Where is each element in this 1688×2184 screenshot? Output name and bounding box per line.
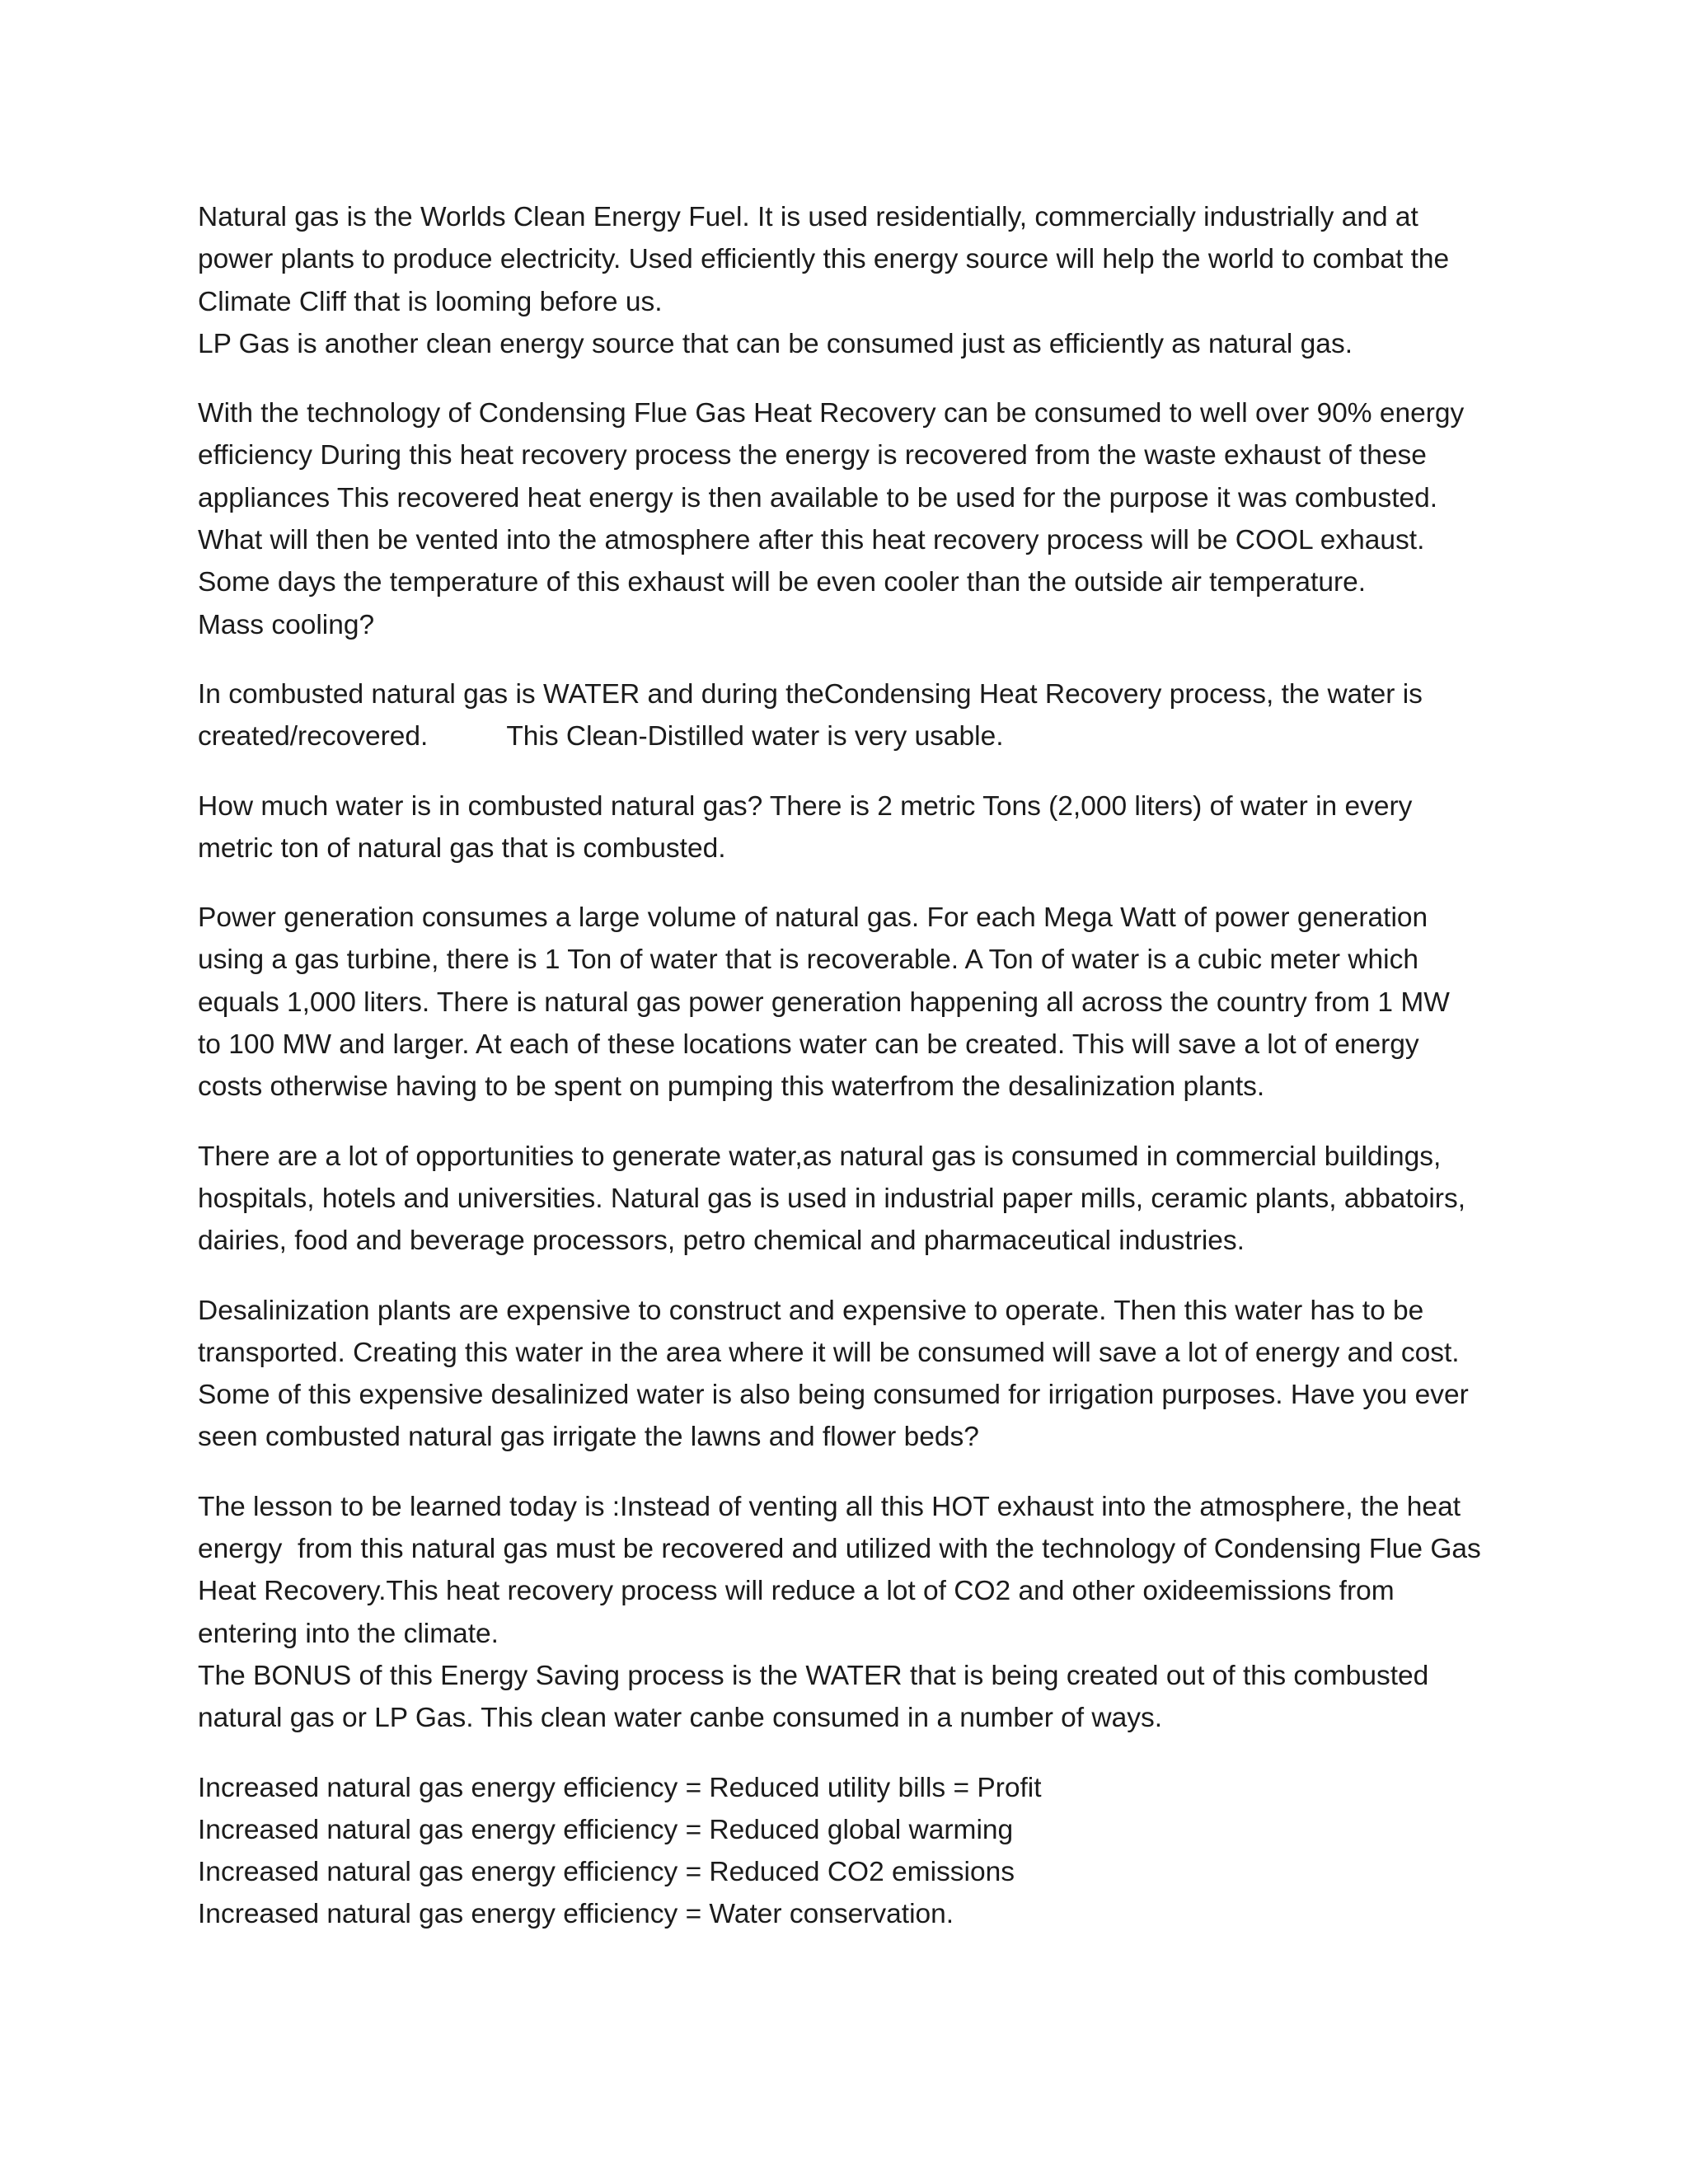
text-line: efficiency During this heat recovery process the energy is recovered from the waste exhaust of these [198, 440, 1427, 471]
text-line: Desalinization plants are expensive to construct and expensive to operate. Then this water has to be [198, 1295, 1424, 1326]
text-line: using a gas turbine, there is 1 Ton of water that is recoverable. A Ton of water is a cubic meter which [198, 944, 1419, 976]
text-line: Some of this expensive desalinized water is also being consumed for irrigation purposes. Have you ever [198, 1380, 1469, 1411]
text-line: What will then be vented into the atmosphere after this heat recovery process will be COOL exhaust. [198, 525, 1425, 556]
paragraph-clean-energy-fuel [198, 196, 1500, 365]
text-line: Heat Recovery.This heat recovery process will reduce a lot of CO2 and other oxideemissions from [198, 1576, 1395, 1607]
text-line: transported. Creating this water in the area where it will be consumed will save a lot of energy and cost. [198, 1337, 1460, 1368]
text-line: LP Gas is another clean energy source that can be consumed just as efficiently as natural gas. [198, 328, 1353, 359]
paragraph-gap [198, 646, 1500, 673]
paragraph-water-in-gas [198, 673, 1500, 758]
paragraph-power-generation [198, 897, 1500, 1108]
text-line: equals 1,000 liters. There is natural gas power generation happening all across the country from 1 MW [198, 987, 1450, 1018]
paragraph-gap [198, 365, 1500, 392]
text-line: Mass cooling? [198, 609, 375, 640]
text-line: How much water is in combusted natural gas? There is 2 metric Tons (2,000 liters) of water in every [198, 790, 1413, 822]
list-item: Increased natural gas energy efficiency = Reduced utility bills = Profit [198, 1772, 1042, 1803]
paragraph-gap [198, 1263, 1500, 1290]
text-line: entering into the climate. [198, 1618, 499, 1649]
paragraph-efficiency-list [198, 1767, 1500, 1936]
paragraph-how-much-water [198, 785, 1500, 870]
text-line: Natural gas is the Worlds Clean Energy Fuel. It is used residentially, commercially industrially and at [198, 202, 1418, 232]
text-line: The lesson to be learned today is :Instead of venting all this HOT exhaust into the atmosphere, the heat [198, 1491, 1461, 1522]
text-line: Some days the temperature of this exhaust will be even cooler than the outside air temperature. [198, 567, 1367, 598]
paragraph-gap [198, 1740, 1500, 1767]
paragraph-heat-recovery [198, 392, 1500, 646]
text-line: hospitals, hotels and universities. Natural gas is used in industrial paper mills, ceramic plants, abbatoirs, [198, 1183, 1466, 1214]
text-line: appliances This recovered heat energy is then available to be used for the purpose it was combusted. [198, 482, 1438, 513]
text-line: costs otherwise having to be spent on pumping this waterfrom the desalinization plants. [198, 1071, 1265, 1103]
paragraph-gap [198, 1108, 1500, 1136]
text-segment: created/recovered. [198, 721, 429, 752]
text-line: With the technology of Condensing Flue Gas Heat Recovery can be consumed to well over 90% energy [198, 398, 1465, 429]
list-item: Increased natural gas energy efficiency = Reduced global warming [198, 1814, 1014, 1845]
paragraph-opportunities [198, 1136, 1500, 1263]
text-segment: This Clean-Distilled water is very usable. [506, 721, 1004, 752]
text-line: power plants to produce electricity. Used efficiently this energy source will help the world to combat the [198, 244, 1450, 275]
paragraph-lesson [198, 1486, 1500, 1740]
text-line: Climate Cliff that is looming before us. [198, 286, 663, 317]
text-line: energy from this natural gas must be recovered and utilized with the technology of Condensing Flue Gas [198, 1534, 1481, 1565]
text-line: There are a lot of opportunities to generate water,as natural gas is consumed in commercial buildings, [198, 1141, 1442, 1172]
text-line: The BONUS of this Energy Saving process is the WATER that is being created out of this combusted [198, 1660, 1429, 1691]
text-line: to 100 MW and larger. At each of these locations water can be created. This will save a lot of energy [198, 1029, 1419, 1061]
paragraph-gap [198, 1459, 1500, 1486]
text-line [198, 715, 1500, 757]
text-line: Power generation consumes a large volume of natural gas. For each Mega Watt of power generation [198, 902, 1428, 934]
paragraph-gap [198, 869, 1500, 897]
paragraph-gap [198, 758, 1500, 785]
text-line: dairies, food and beverage processors, petro chemical and pharmaceutical industries. [198, 1226, 1245, 1257]
text-line: natural gas or LP Gas. This clean water canbe consumed in a number of ways. [198, 1703, 1163, 1734]
document-body [198, 196, 1500, 1936]
list-item: Increased natural gas energy efficiency = Reduced CO2 emissions [198, 1857, 1015, 1888]
list-item: Increased natural gas energy efficiency = Water conservation. [198, 1899, 954, 1930]
text-line: seen combusted natural gas irrigate the lawns and flower beds? [198, 1422, 979, 1453]
text-line: metric ton of natural gas that is combusted. [198, 832, 726, 864]
text-line: In combusted natural gas is WATER and during theCondensing Heat Recovery process, the water is [198, 678, 1423, 710]
paragraph-desalinization [198, 1290, 1500, 1459]
